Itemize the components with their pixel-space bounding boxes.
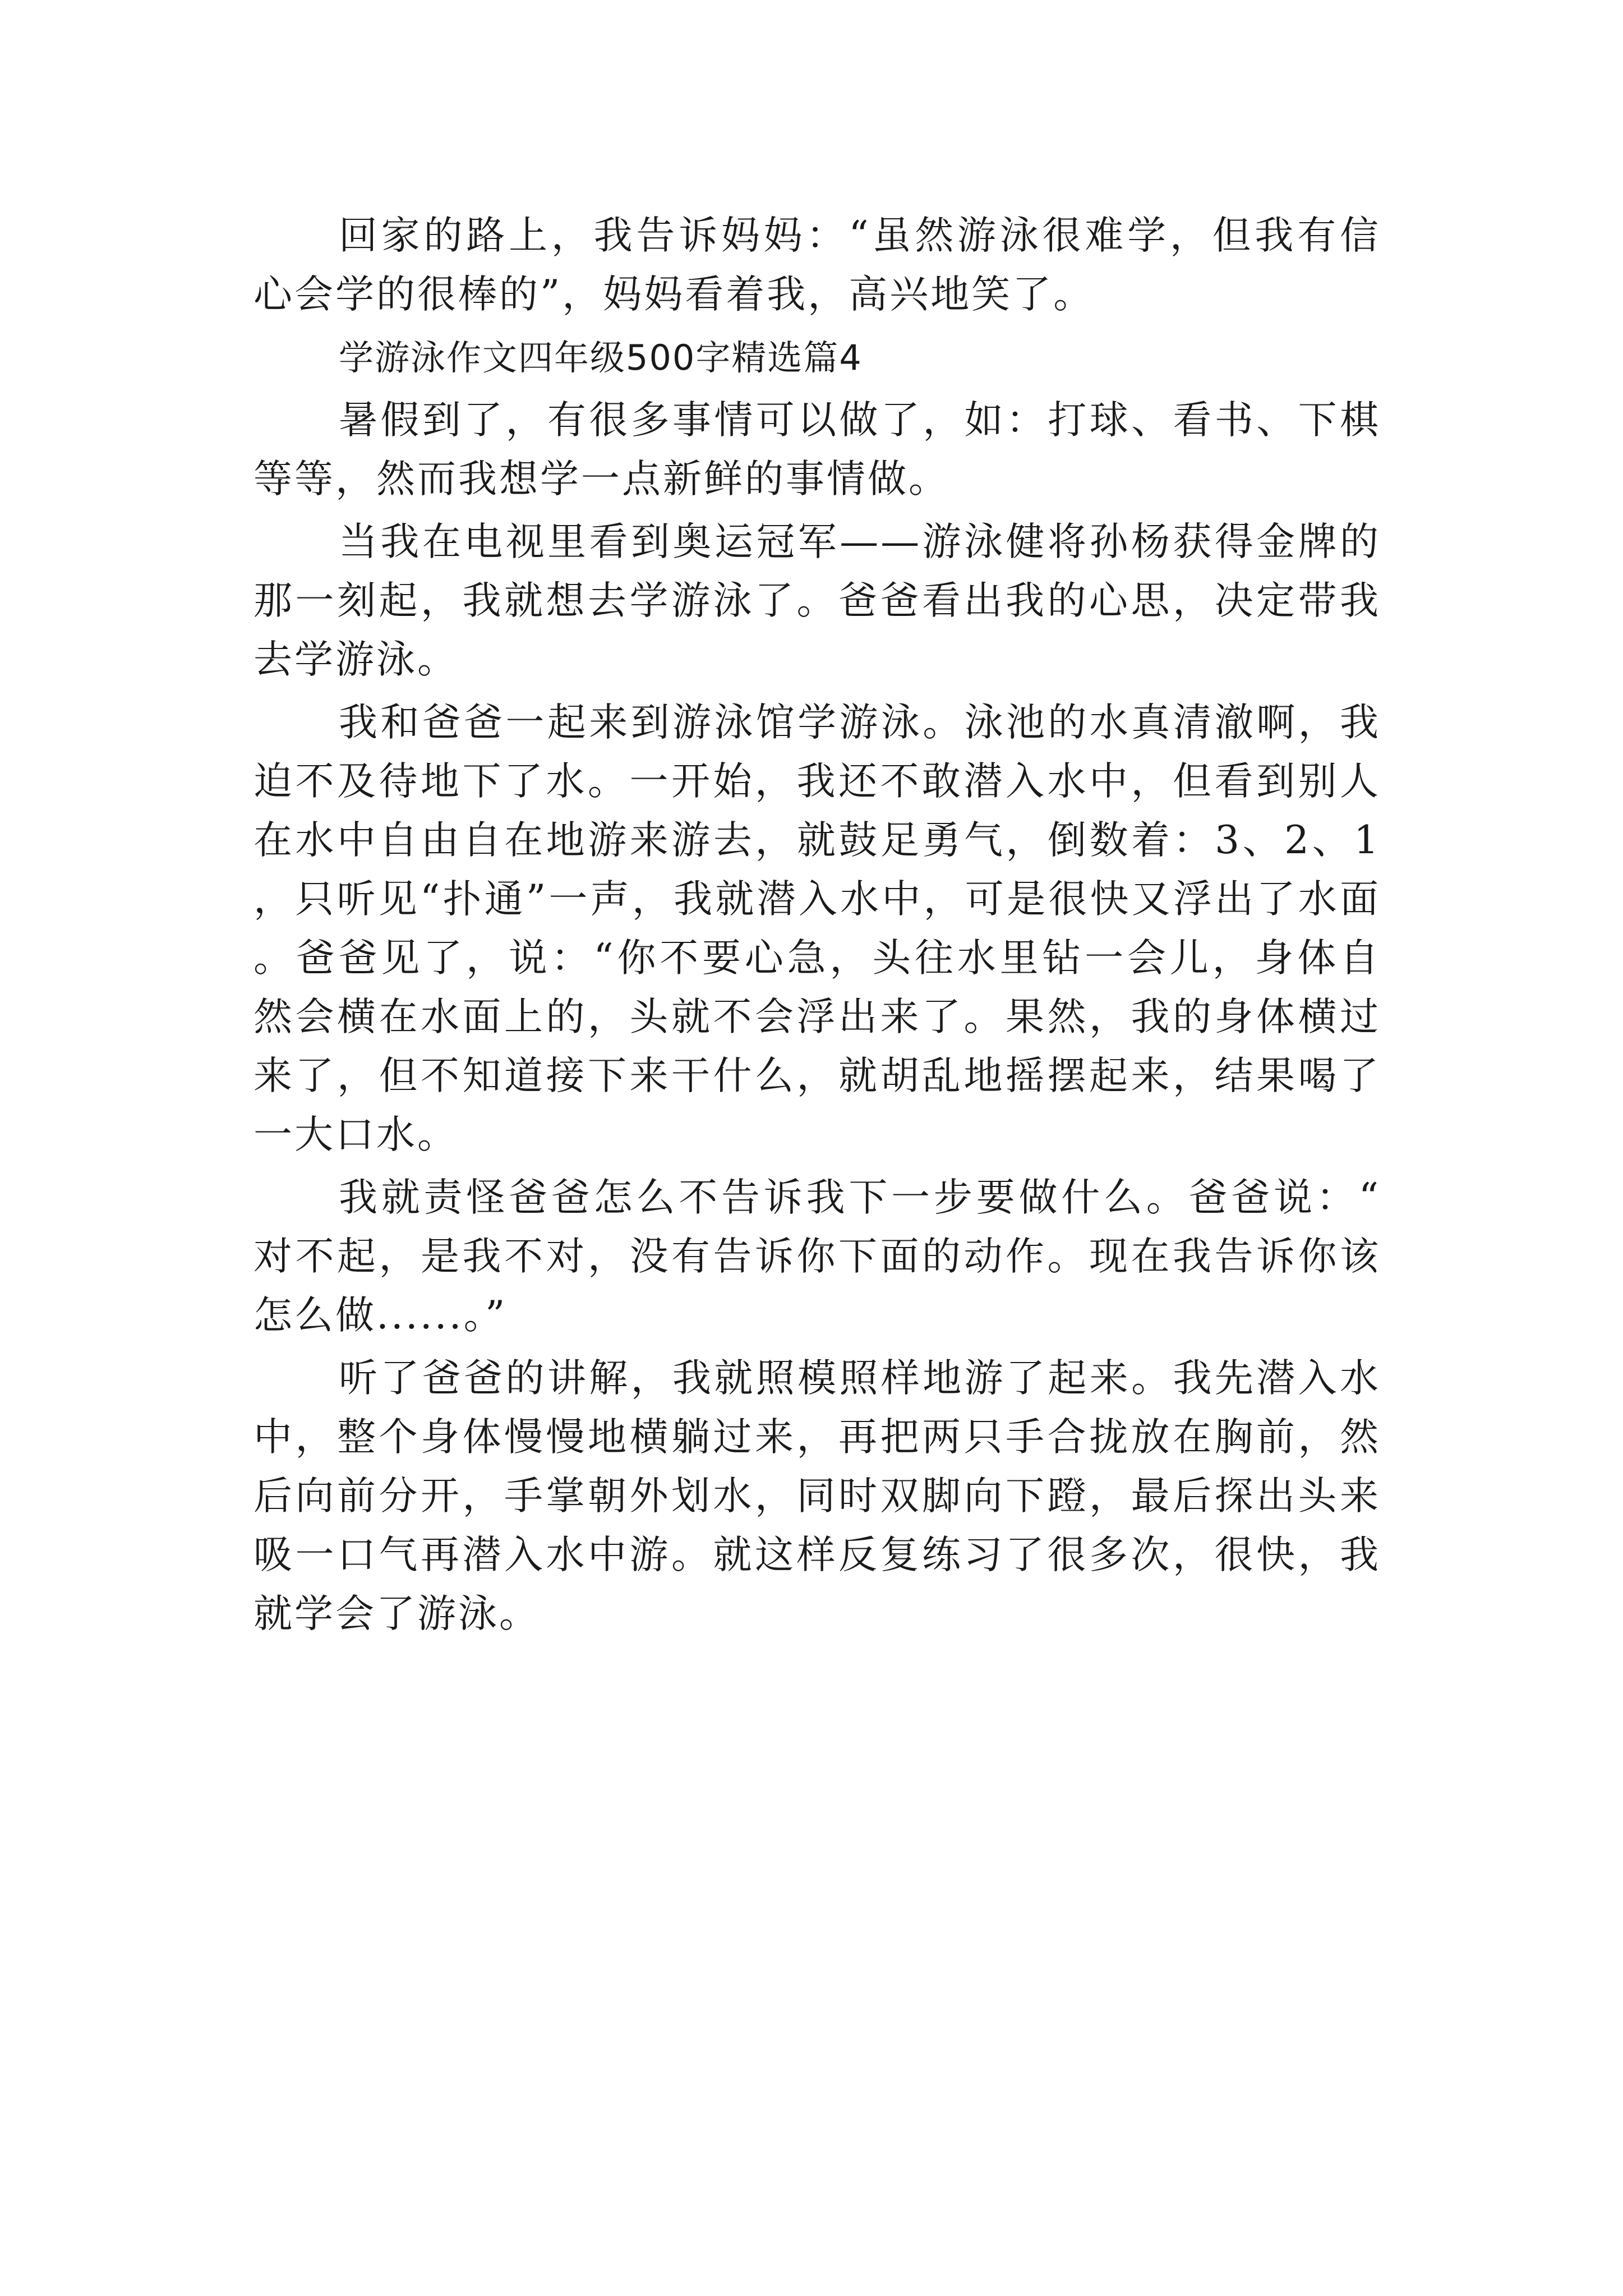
- paragraph-learned-swimming: 听了爸爸的讲解，我就照模照样地游了起来。我先潜入水中，整个身体慢慢地横躺过来，再把两只手合拢放在胸前，然后向前分开，手掌朝外划水，同时双脚向下蹬，最后探出头来吸一口气再潜入水中游。就这样反复练习了很多次，很快，我就学会了游泳。: [253, 1356, 1381, 1636]
- article-body: [253, 206, 1381, 1648]
- paragraph-olympic-champion: 当我在电视里看到奥运冠军——游泳健将孙杨获得金牌的那一刻起，我就想去学游泳了。爸爸看出我的心思，决定带我去学游泳。: [253, 519, 1381, 682]
- paragraph-summer-vacation: 暑假到了，有很多事情可以做了，如：打球、看书、下棋等等，然而我想学一点新鲜的事情做。: [253, 398, 1381, 501]
- paragraph-blame-dad: 我就责怪爸爸怎么不告诉我下一步要做什么。爸爸说：“对不起，是我不对，没有告诉你下面的动作。现在我告诉你该怎么做......。”: [253, 1175, 1381, 1338]
- paragraph-at-pool: 我和爸爸一起来到游泳馆学游泳。泳池的水真清澈啊，我迫不及待地下了水。一开始，我还不敢潜入水中，但看到别人在水中自由自在地游来游去，就鼓足勇气，倒数着：3、2、1，只听见“扑通”一声，我就潜入水中，可是很快又浮出了水面。爸爸见了，说：“你不要心急，头往水里钻一会儿，身体自然会横在水面上的，头就不会浮出来了。果然，我的身体横过来了，但不知道接下来干什么，就胡乱地摇摆起来，结果喝了一大口水。: [253, 700, 1381, 1157]
- paragraph-going-home: 回家的路上，我告诉妈妈：“虽然游泳很难学，但我有信心会学的很棒的”，妈妈看着我，高兴地笑了。: [253, 213, 1381, 317]
- section-heading: 学游泳作文四年级500字精选篇4: [339, 337, 863, 378]
